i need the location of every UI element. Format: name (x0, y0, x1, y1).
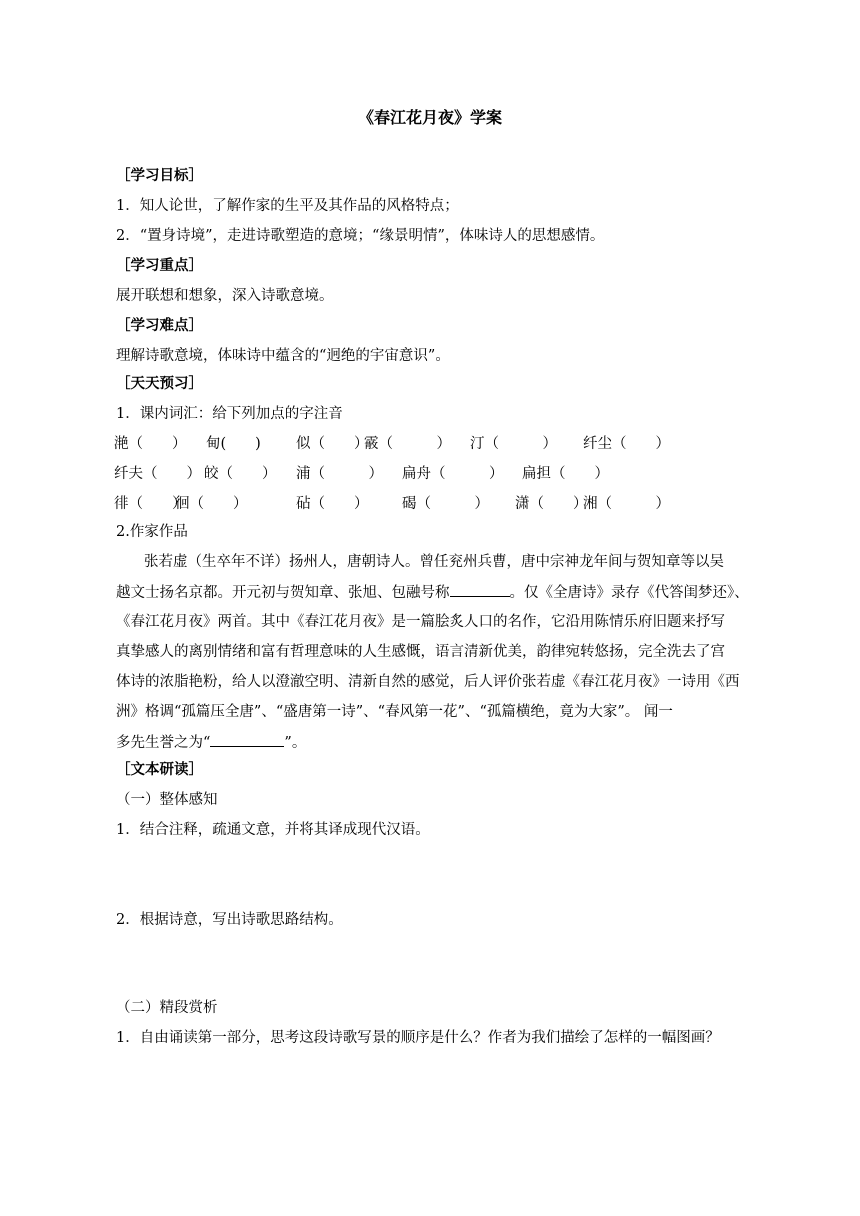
key-text: 展开联想和想象，深入诗歌意境。 (116, 288, 334, 304)
author-paragraph-line-3: 《春江花月夜》两首。其中《春江花月夜》是一篇脍炙人口的名作，它沿用陈情乐府旧题来抒写 (116, 614, 725, 630)
vocab-item: 纤尘（ ） (583, 436, 670, 452)
vocab-item: 汀（ ） (470, 436, 557, 452)
vocab-item: 扁舟（ ） (402, 466, 504, 482)
vocab-item: 似（ ） (296, 436, 369, 452)
author-text: 。仅《全唐诗》录存《代答闺梦还》、 (509, 585, 749, 601)
author-paragraph-line-2 (116, 582, 749, 603)
reading-heading: ［文本研读］ (116, 762, 203, 778)
preview-item-1: 1．课内词汇：给下列加点的字注音 (116, 406, 343, 422)
vocab-item: 碣（ ） (402, 496, 489, 512)
overall-question-2: 2．根据诗意，写出诗歌思路结构。 (116, 912, 343, 928)
page-title: 《春江花月夜》学案 (357, 108, 502, 127)
author-paragraph-line-4: 真挚感人的离别情绪和富有哲理意味的人生感慨，语言清新优美，韵律宛转悠扬，完全洗去了宫 (116, 644, 725, 660)
vocab-item: 纤夫（ ） (114, 466, 201, 482)
vocab-item: 扁担（ ） (522, 466, 609, 482)
key-heading: ［学习重点］ (116, 258, 203, 274)
author-paragraph-line-6: 洲》格调“孤篇压全唐”、“盛唐第一诗”、“春风第一花”、“孤篇横绝，竟为大家”。 闻一 (116, 704, 673, 720)
analysis-heading: （二）精段赏析 (116, 1000, 218, 1016)
preview-item-2: 2.作家作品 (116, 524, 188, 540)
vocab-item: 皎（ ） (204, 466, 277, 482)
author-paragraph-line-7 (116, 732, 306, 753)
overall-question-1: 1．结合注释，疏通文意，并将其译成现代汉语。 (116, 822, 430, 838)
vocab-item: 潇（ ） (515, 496, 588, 512)
goal-2: 2．“置身诗境”，走进诗歌塑造的意境；“缘景明情”，体味诗人的思想感情。 (116, 228, 605, 244)
author-text: ”。 (284, 735, 307, 751)
difficulty-text: 理解诗歌意境，体味诗中蕴含的“迥绝的宇宙意识”。 (116, 348, 450, 364)
vocab-item: 浦（ ） (296, 466, 383, 482)
goal-1: 1．知人论世，了解作家的生平及其作品的风格特点； (116, 198, 459, 214)
vocab-item: 湘（ ） (583, 496, 670, 512)
author-text: 越文士扬名京都。开元初与贺知章、张旭、包融号称 (116, 585, 450, 601)
vocab-item: 甸( ) (206, 436, 261, 452)
author-paragraph-line-1: 张若虚（生卒年不详）扬州人，唐朝诗人。曾任兖州兵曹，唐中宗神龙年间与贺知章等以吴 (144, 554, 724, 570)
overall-heading: （一）整体感知 (116, 792, 218, 808)
goals-heading: ［学习目标］ (116, 168, 203, 184)
vocab-item: 徊（ ） (175, 496, 248, 512)
blank-underline[interactable] (210, 732, 284, 747)
blank-underline[interactable] (450, 582, 510, 597)
difficulty-heading: ［学习难点］ (116, 318, 203, 334)
analysis-question-1: 1．自由诵读第一部分，思考这段诗歌写景的顺序是什么？作者为我们描绘了怎样的一幅图画？ (116, 1030, 720, 1046)
author-text: 多先生誉之为“ (116, 735, 211, 751)
author-paragraph-line-5: 体诗的浓脂艳粉，给人以澄澈空明、清新自然的感觉，后人评价张若虚《春江花月夜》一诗用《西 (116, 674, 740, 690)
preview-heading: ［天天预习］ (116, 376, 203, 392)
vocab-item: 滟（ ） (114, 436, 187, 452)
vocab-item: 徘（ ） (114, 496, 187, 512)
vocab-item: 霰（ ） (364, 436, 451, 452)
vocab-item: 砧（ ） (296, 496, 369, 512)
